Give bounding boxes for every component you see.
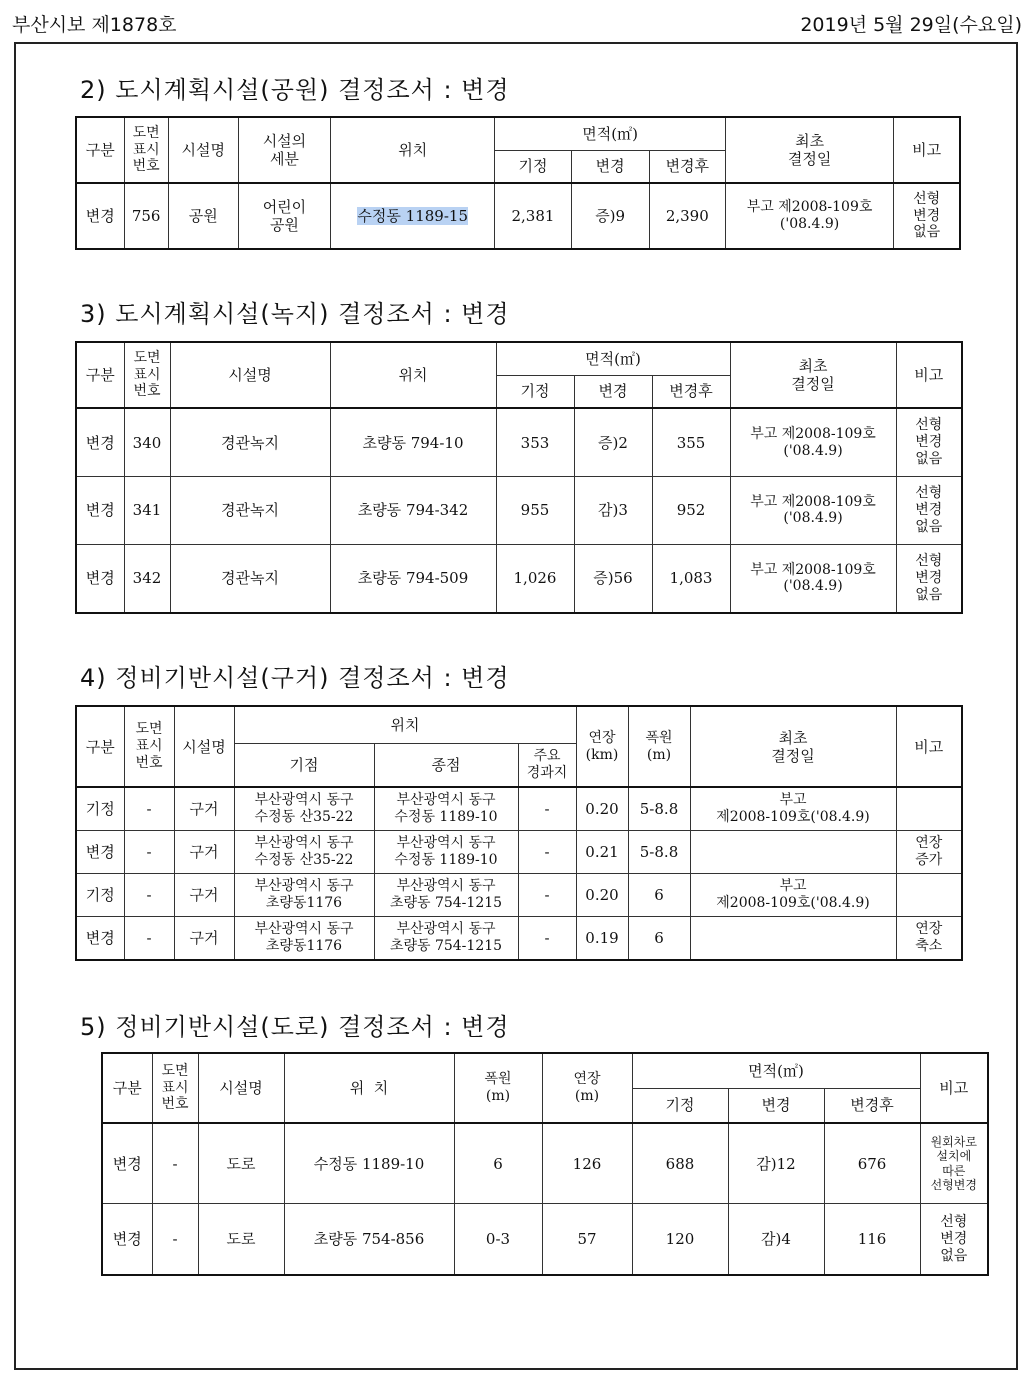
cell-remark: 연장 증가 bbox=[896, 831, 962, 874]
cell-width: 6 bbox=[454, 1123, 542, 1204]
cell-via: - bbox=[518, 873, 576, 916]
cell-end: 부산광역시 동구 초량동 754-1215 bbox=[374, 916, 518, 960]
cell-length: 0.20 bbox=[576, 787, 628, 831]
cell-start: 부산광역시 동구 초량동1176 bbox=[234, 873, 374, 916]
header-after: 변경후 bbox=[824, 1088, 920, 1123]
header-length: 연장 (m) bbox=[542, 1053, 632, 1123]
table-row bbox=[76, 477, 962, 545]
cell-gubun: 변경 bbox=[76, 916, 124, 960]
cell-existing: 688 bbox=[632, 1123, 728, 1204]
header-remark: 비고 bbox=[894, 117, 960, 183]
greenbelt-decision-table bbox=[75, 341, 963, 614]
cell-first-decision: 부고 제2008-109호 ('08.4.9) bbox=[730, 477, 896, 545]
cell-facility: 도로 bbox=[198, 1123, 284, 1204]
table-row bbox=[76, 873, 962, 916]
cell-length: 0.20 bbox=[576, 873, 628, 916]
header-gubun: 구분 bbox=[102, 1053, 152, 1123]
header-existing: 기정 bbox=[496, 375, 574, 408]
table-row bbox=[76, 183, 960, 249]
cell-change: 증)9 bbox=[571, 183, 649, 249]
cell-gubun: 기정 bbox=[76, 787, 124, 831]
header-remark: 비고 bbox=[920, 1053, 988, 1123]
cell-location: 초량동 794-10 bbox=[330, 408, 496, 477]
cell-location: 초량동 754-856 bbox=[284, 1204, 454, 1275]
table-row bbox=[76, 408, 962, 477]
header-first-decision: 최초 결정일 bbox=[725, 117, 893, 183]
table-row bbox=[102, 1123, 988, 1204]
road-decision-table bbox=[101, 1052, 989, 1276]
cell-location: 초량동 794-509 bbox=[330, 544, 496, 613]
ditch-decision-table bbox=[75, 705, 963, 961]
header-map-no: 도면 표시 번호 bbox=[124, 342, 170, 408]
cell-start: 부산광역시 동구 수정동 산35-22 bbox=[234, 831, 374, 874]
header-location: 위치 bbox=[234, 706, 576, 743]
cell-remark: 연장 축소 bbox=[896, 916, 962, 960]
cell-first-decision: 부고 제2008-109호('08.4.9) bbox=[690, 787, 896, 831]
cell-gubun: 변경 bbox=[76, 477, 124, 545]
cell-after: 952 bbox=[652, 477, 730, 545]
cell-facility: 경관녹지 bbox=[170, 477, 330, 545]
cell-facility: 경관녹지 bbox=[170, 544, 330, 613]
cell-remark: 선형 변경 없음 bbox=[896, 477, 962, 545]
cell-length: 57 bbox=[542, 1204, 632, 1275]
cell-width: 5-8.8 bbox=[628, 787, 690, 831]
cell-gubun: 변경 bbox=[102, 1123, 152, 1204]
cell-remark bbox=[896, 873, 962, 916]
cell-after: 116 bbox=[824, 1204, 920, 1275]
header-first-decision: 최초 결정일 bbox=[690, 706, 896, 787]
cell-remark: 원회차로 설치에 따른 선형변경 bbox=[920, 1123, 988, 1204]
cell-first-decision: 부고 제2008-109호('08.4.9) bbox=[690, 873, 896, 916]
cell-existing: 120 bbox=[632, 1204, 728, 1275]
header-remark: 비고 bbox=[896, 342, 962, 408]
cell-map-no: - bbox=[152, 1123, 198, 1204]
park-decision-table bbox=[75, 116, 961, 250]
table-row bbox=[76, 916, 962, 960]
cell-first-decision: 부고 제2008-109호 ('08.4.9) bbox=[725, 183, 893, 249]
table-row bbox=[76, 831, 962, 874]
cell-location bbox=[331, 183, 495, 249]
header-existing: 기정 bbox=[495, 150, 571, 183]
cell-facility: 구거 bbox=[174, 916, 234, 960]
header-location: 위치 bbox=[330, 342, 496, 408]
table-row bbox=[102, 1204, 988, 1275]
header-first-decision: 최초 결정일 bbox=[730, 342, 896, 408]
cell-facility: 공원 bbox=[168, 183, 238, 249]
header-length: 연장 (km) bbox=[576, 706, 628, 787]
cell-existing: 2,381 bbox=[495, 183, 571, 249]
header-location: 위 치 bbox=[284, 1053, 454, 1123]
header-area: 면적(㎡) bbox=[496, 342, 730, 375]
cell-remark: 선형 변경 없음 bbox=[920, 1204, 988, 1275]
header-end: 종점 bbox=[374, 743, 518, 787]
cell-after: 2,390 bbox=[649, 183, 725, 249]
cell-via: - bbox=[518, 787, 576, 831]
cell-end: 부산광역시 동구 수정동 1189-10 bbox=[374, 831, 518, 874]
cell-map-no: - bbox=[124, 873, 174, 916]
cell-facility: 경관녹지 bbox=[170, 408, 330, 477]
cell-facility: 구거 bbox=[174, 787, 234, 831]
header-facility: 시설명 bbox=[174, 706, 234, 787]
header-facility-detail: 시설의 세분 bbox=[238, 117, 330, 183]
cell-end: 부산광역시 동구 수정동 1189-10 bbox=[374, 787, 518, 831]
cell-map-no: 340 bbox=[124, 408, 170, 477]
cell-after: 1,083 bbox=[652, 544, 730, 613]
cell-gubun: 기정 bbox=[76, 873, 124, 916]
cell-length: 126 bbox=[542, 1123, 632, 1204]
header-change: 변경 bbox=[571, 150, 649, 183]
cell-map-no: 342 bbox=[124, 544, 170, 613]
cell-gubun: 변경 bbox=[76, 183, 124, 249]
cell-start: 부산광역시 동구 수정동 산35-22 bbox=[234, 787, 374, 831]
header-change: 변경 bbox=[728, 1088, 824, 1123]
section-3-title: 3) 도시계획시설(녹지) 결정조서 : 변경 bbox=[80, 300, 510, 328]
cell-existing: 955 bbox=[496, 477, 574, 545]
cell-via: - bbox=[518, 916, 576, 960]
gazette-date: 2019년 5월 29일(수요일) bbox=[800, 14, 1022, 36]
cell-remark: 선형 변경 없음 bbox=[894, 183, 960, 249]
section-5-title: 5) 정비기반시설(도로) 결정조서 : 변경 bbox=[80, 1013, 510, 1041]
header-map-no: 도면 표시 번호 bbox=[124, 706, 174, 787]
header-start: 기점 bbox=[234, 743, 374, 787]
table-row bbox=[76, 544, 962, 613]
header-facility: 시설명 bbox=[198, 1053, 284, 1123]
header-gubun: 구분 bbox=[76, 706, 124, 787]
header-area: 면적(㎡) bbox=[495, 117, 726, 150]
header-map-no: 도면 표시 번호 bbox=[124, 117, 168, 183]
header-width: 폭원 (m) bbox=[454, 1053, 542, 1123]
cell-location: 초량동 794-342 bbox=[330, 477, 496, 545]
cell-map-no: - bbox=[124, 831, 174, 874]
cell-gubun: 변경 bbox=[76, 544, 124, 613]
cell-width: 0-3 bbox=[454, 1204, 542, 1275]
cell-start: 부산광역시 동구 초량동1176 bbox=[234, 916, 374, 960]
page-header bbox=[0, 0, 1036, 40]
cell-gubun: 변경 bbox=[76, 408, 124, 477]
header-existing: 기정 bbox=[632, 1088, 728, 1123]
cell-change: 감)3 bbox=[574, 477, 652, 545]
cell-map-no: - bbox=[124, 916, 174, 960]
selected-text[interactable]: 수정동 1189-15 bbox=[357, 207, 468, 225]
cell-existing: 353 bbox=[496, 408, 574, 477]
header-map-no: 도면 표시 번호 bbox=[152, 1053, 198, 1123]
cell-gubun: 변경 bbox=[76, 831, 124, 874]
gazette-issue: 부산시보 제1878호 bbox=[12, 14, 177, 36]
cell-via: - bbox=[518, 831, 576, 874]
header-via: 주요 경과지 bbox=[518, 743, 576, 787]
cell-map-no: - bbox=[152, 1204, 198, 1275]
header-facility: 시설명 bbox=[168, 117, 238, 183]
section-4-title: 4) 정비기반시설(구거) 결정조서 : 변경 bbox=[80, 664, 510, 692]
section-2-title: 2) 도시계획시설(공원) 결정조서 : 변경 bbox=[80, 76, 510, 104]
header-gubun: 구분 bbox=[76, 342, 124, 408]
cell-width: 5-8.8 bbox=[628, 831, 690, 874]
cell-end: 부산광역시 동구 초량동 754-1215 bbox=[374, 873, 518, 916]
cell-remark bbox=[896, 787, 962, 831]
cell-remark: 선형 변경 없음 bbox=[896, 544, 962, 613]
cell-change: 증)2 bbox=[574, 408, 652, 477]
cell-after: 355 bbox=[652, 408, 730, 477]
header-change: 변경 bbox=[574, 375, 652, 408]
cell-map-no: 756 bbox=[124, 183, 168, 249]
cell-facility: 구거 bbox=[174, 831, 234, 874]
cell-first-decision: 부고 제2008-109호 ('08.4.9) bbox=[730, 544, 896, 613]
cell-facility: 구거 bbox=[174, 873, 234, 916]
cell-first-decision: 부고 제2008-109호 ('08.4.9) bbox=[730, 408, 896, 477]
header-area: 면적(㎡) bbox=[632, 1053, 920, 1088]
cell-location: 수정동 1189-10 bbox=[284, 1123, 454, 1204]
header-after: 변경후 bbox=[649, 150, 725, 183]
cell-after: 676 bbox=[824, 1123, 920, 1204]
header-width: 폭원 (m) bbox=[628, 706, 690, 787]
cell-gubun: 변경 bbox=[102, 1204, 152, 1275]
cell-change: 감)4 bbox=[728, 1204, 824, 1275]
cell-map-no: 341 bbox=[124, 477, 170, 545]
cell-length: 0.19 bbox=[576, 916, 628, 960]
header-gubun: 구분 bbox=[76, 117, 124, 183]
header-after: 변경후 bbox=[652, 375, 730, 408]
cell-remark: 선형 변경 없음 bbox=[896, 408, 962, 477]
cell-width: 6 bbox=[628, 916, 690, 960]
cell-facility: 도로 bbox=[198, 1204, 284, 1275]
cell-map-no: - bbox=[124, 787, 174, 831]
header-facility: 시설명 bbox=[170, 342, 330, 408]
header-location: 위치 bbox=[331, 117, 495, 183]
cell-first-decision bbox=[690, 831, 896, 874]
cell-existing: 1,026 bbox=[496, 544, 574, 613]
cell-length: 0.21 bbox=[576, 831, 628, 874]
table-row bbox=[76, 787, 962, 831]
cell-change: 증)56 bbox=[574, 544, 652, 613]
cell-change: 감)12 bbox=[728, 1123, 824, 1204]
cell-facility-detail: 어린이 공원 bbox=[238, 183, 330, 249]
header-remark: 비고 bbox=[896, 706, 962, 787]
cell-width: 6 bbox=[628, 873, 690, 916]
cell-first-decision bbox=[690, 916, 896, 960]
